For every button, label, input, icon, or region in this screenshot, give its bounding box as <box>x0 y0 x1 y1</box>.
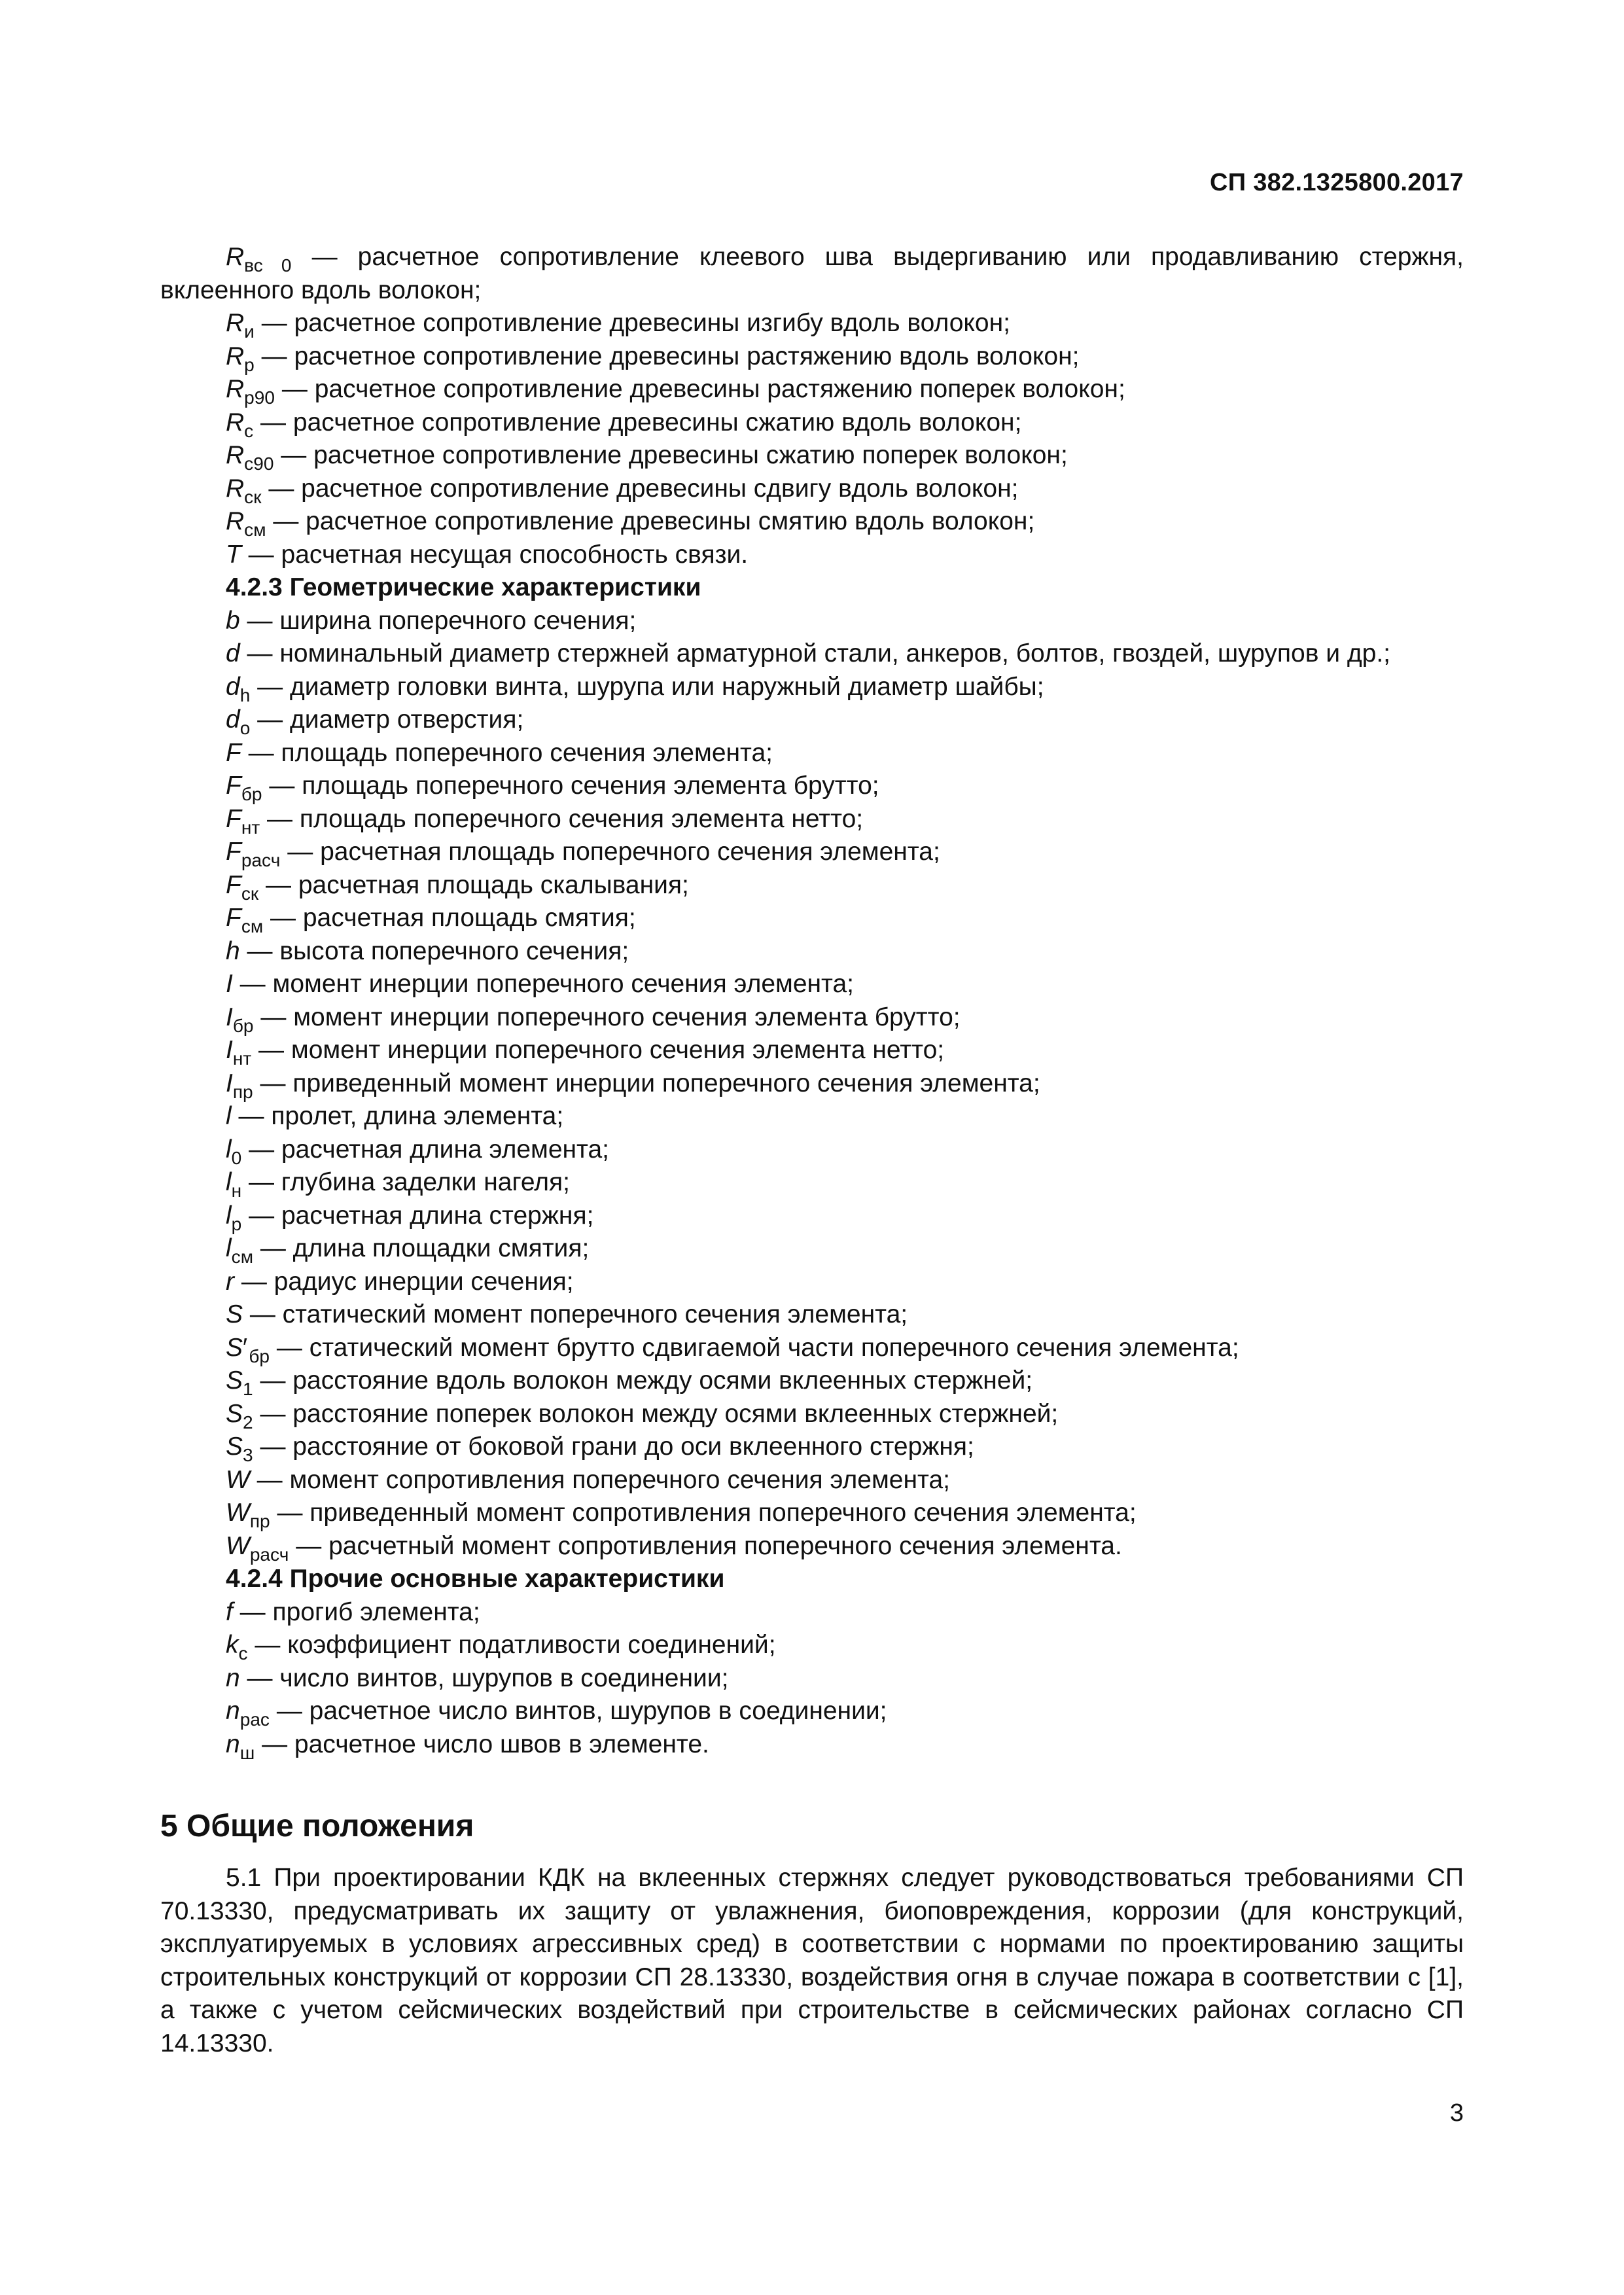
definition-item <box>160 472 1464 506</box>
heading-other-characteristics: 4.2.4 Прочие основные характеристики <box>226 1565 725 1593</box>
definition-text: — высота поперечного сечения; <box>239 936 629 965</box>
definition-item <box>160 1166 1464 1200</box>
definition-text: — пролет, длина элемента; <box>231 1102 564 1130</box>
symbol-subscript: см <box>244 519 266 540</box>
symbol: S <box>226 1366 243 1395</box>
symbol-subscript: нт <box>241 817 260 838</box>
definition-text: — расчетная несущая способность связи. <box>241 540 749 569</box>
definition-item <box>160 968 1464 1001</box>
heading-geometric-characteristics: 4.2.3 Геометрические характеристики <box>226 573 701 601</box>
symbol: F <box>226 838 241 866</box>
symbol: n <box>226 1730 240 1758</box>
definition-text: — расчетная площадь смятия; <box>263 904 636 932</box>
definition-item <box>160 373 1464 406</box>
symbol-subscript: расч <box>241 849 281 870</box>
symbol-subscript: вс 0 <box>244 255 292 276</box>
definition-text: — прогиб элемента; <box>232 1597 480 1626</box>
symbol: S <box>226 1432 243 1461</box>
definition-item <box>160 539 1464 572</box>
symbol-subscript: с90 <box>244 453 274 474</box>
definition-text: — момент инерции поперечного сечения элемента нетто; <box>251 1036 945 1064</box>
symbol: f <box>226 1597 233 1626</box>
symbol: S <box>226 1399 243 1428</box>
symbol-subscript: см <box>231 1246 254 1267</box>
symbol-subscript: расч <box>249 1544 289 1565</box>
definition-text: — расчетный момент сопротивления поперечного сечения элемента. <box>289 1531 1122 1560</box>
symbol: R <box>226 375 245 403</box>
definition-item <box>160 1332 1464 1365</box>
symbol-subscript: ск <box>244 486 262 507</box>
symbol-subscript: бр <box>241 783 262 804</box>
definition-text: — расчетное сопротивление клеевого шва выдергиванию или продавливанию стержня, вклеенного вдоль волокон; <box>160 243 1464 304</box>
symbol-subscript: р <box>244 354 255 375</box>
definition-item <box>160 1100 1464 1133</box>
definition-text: — расчетное сопротивление древесины растяжению поперек волокон; <box>275 375 1125 403</box>
definition-item <box>160 1728 1464 1762</box>
symbol-subscript: 1 <box>243 1378 253 1399</box>
definition-item <box>160 1596 1464 1629</box>
symbol: n <box>226 1697 240 1725</box>
symbol-subscript: пр <box>232 1081 253 1102</box>
section-title: 5 Общие положения <box>160 1809 474 1843</box>
symbol-subscript: ск <box>241 883 259 904</box>
symbol: I <box>226 1003 233 1031</box>
definition-item <box>160 340 1464 374</box>
symbol: l <box>226 1168 232 1196</box>
symbol-prime: ′ <box>241 1333 247 1362</box>
definition-item <box>160 1364 1464 1398</box>
definition-text: — радиус инерции сечения; <box>234 1267 574 1296</box>
symbol: R <box>226 507 245 535</box>
symbol-subscript: р90 <box>244 387 275 408</box>
symbol-subscript: с <box>244 420 254 441</box>
definition-item <box>160 505 1464 539</box>
definition-text: — глубина заделки нагеля; <box>241 1168 570 1196</box>
symbol: l <box>226 1234 232 1262</box>
definition-text: — расчетная длина стержня; <box>241 1201 594 1230</box>
symbol-subscript: и <box>244 321 255 342</box>
symbol: F <box>226 738 241 767</box>
symbol: S <box>226 1300 243 1328</box>
definition-text: — площадь поперечного сечения элемента нетто; <box>260 804 864 833</box>
definition-item <box>160 902 1464 935</box>
definition-text: — приведенный момент инерции поперечного сечения элемента; <box>253 1069 1040 1097</box>
symbol: S <box>226 1333 243 1362</box>
symbol-subscript: бр <box>232 1015 254 1036</box>
symbol: l <box>226 1102 232 1130</box>
definition-item <box>160 605 1464 638</box>
symbol: F <box>226 804 241 833</box>
definition-item <box>160 1629 1464 1662</box>
definition-text: — статический момент брутто сдвигаемой части поперечного сечения элемента; <box>270 1333 1239 1362</box>
definition-text: — расчетное сопротивление древесины сжатию вдоль волокон; <box>253 408 1022 436</box>
definition-text: — расчетное число винтов, шурупов в соединении; <box>269 1697 887 1725</box>
definition-item <box>160 1001 1464 1035</box>
symbol-subscript: нт <box>232 1048 252 1069</box>
definition-text: — расчетная площадь скалывания; <box>258 870 689 899</box>
symbol-subscript: ш <box>239 1742 255 1763</box>
definitions-strength <box>160 241 1464 571</box>
definition-item <box>160 1431 1464 1464</box>
symbol: R <box>226 342 245 370</box>
definition-item <box>160 671 1464 704</box>
definition-item <box>160 637 1464 671</box>
definition-text: — расчетное число швов в элементе. <box>255 1730 709 1758</box>
section-paragraph: 5.1 При проектировании КДК на вклеенных стержнях следует руководствоваться требованиями СП 70.13330, предусматривать их защиту от увлажнения, биоповреждения, коррозии (для конструкций, эксплуатируемых в условиях агрессивных сред) в соответствии с нормами по проектированию защиты строительных конструкций от коррозии СП 28.13330, воздействия огня в случае пожара в соответствии с [1], а также с учетом сейсмических воздействий при строительстве в сейсмических районах согласно СП 14.13330. <box>160 1864 1464 2057</box>
definition-text: — число винтов, шурупов в соединении; <box>239 1663 729 1692</box>
symbol-subscript: пр <box>249 1510 270 1531</box>
symbol-subscript: 0 <box>231 1147 242 1168</box>
definition-item <box>160 406 1464 440</box>
definitions-other <box>160 1596 1464 1762</box>
definition-text: — расстояние вдоль волокон между осями вклеенных стержней; <box>253 1366 1033 1395</box>
symbol: r <box>226 1267 234 1296</box>
definition-item <box>160 737 1464 770</box>
symbol: d <box>226 705 240 734</box>
symbol-subscript: 2 <box>243 1412 253 1432</box>
definition-item <box>160 836 1464 869</box>
symbol: R <box>226 408 245 436</box>
page-content <box>160 241 1464 2060</box>
definition-item <box>160 803 1464 836</box>
definition-text: — ширина поперечного сечения; <box>239 606 637 635</box>
definition-text: — расчетное сопротивление древесины изгибу вдоль волокон; <box>254 309 1010 337</box>
definition-item <box>160 1662 1464 1696</box>
symbol: d <box>226 639 240 667</box>
symbol-subscript: рас <box>239 1709 270 1730</box>
definition-text: — расчетная площадь поперечного сечения элемента; <box>280 838 940 866</box>
symbol: I <box>226 1069 233 1097</box>
definition-text: — момент инерции поперечного сечения элемента; <box>232 970 855 998</box>
definition-item <box>160 1067 1464 1101</box>
symbol-subscript: h <box>239 685 251 705</box>
symbol: R <box>226 309 245 337</box>
definition-text: — расчетное сопротивление древесины растяжению вдоль волокон; <box>254 342 1080 370</box>
definition-item <box>160 869 1464 902</box>
definition-item <box>160 1034 1464 1067</box>
symbol: W <box>226 1465 250 1494</box>
definition-text: — расчетная длина элемента; <box>241 1135 610 1164</box>
definition-item <box>160 1200 1464 1233</box>
definition-item <box>160 241 1464 307</box>
symbol: F <box>226 904 241 932</box>
definition-item <box>160 770 1464 803</box>
symbol: R <box>226 474 245 503</box>
symbol: b <box>226 606 240 635</box>
definition-text: — момент инерции поперечного сечения элемента брутто; <box>253 1003 961 1031</box>
symbol: F <box>226 772 241 800</box>
definition-item <box>160 703 1464 737</box>
definition-text: — коэффициент податливости соединений; <box>247 1631 776 1659</box>
symbol: n <box>226 1663 240 1692</box>
symbol: R <box>226 243 245 271</box>
symbol: F <box>226 870 241 899</box>
definition-text: — номинальный диаметр стержней арматурной стали, анкеров, болтов, гвоздей, шурупов и др.; <box>239 639 1391 667</box>
definition-text: — расчетное сопротивление древесины смятию вдоль волокон; <box>266 507 1035 535</box>
definition-item <box>160 1232 1464 1266</box>
symbol: l <box>226 1201 232 1230</box>
definition-text: — расстояние поперек волокон между осями вклеенных стержней; <box>253 1399 1059 1428</box>
symbol: I <box>226 970 233 998</box>
definition-item <box>160 1497 1464 1530</box>
symbol: h <box>226 936 240 965</box>
definition-text: — диаметр головки винта, шурупа или наружный диаметр шайбы; <box>250 672 1044 701</box>
definition-item <box>160 1133 1464 1167</box>
symbol: R <box>226 441 245 469</box>
definition-item <box>160 1695 1464 1728</box>
definition-item <box>160 935 1464 969</box>
definition-text: — статический момент поперечного сечения элемента; <box>243 1300 908 1328</box>
symbol: W <box>226 1499 250 1527</box>
definition-item <box>160 1266 1464 1299</box>
symbol-subscript: 3 <box>243 1444 253 1465</box>
definition-text: — площадь поперечного сечения элемента брутто; <box>262 772 879 800</box>
symbol: k <box>226 1631 239 1659</box>
definition-text: — диаметр отверстия; <box>250 705 524 734</box>
definition-item <box>160 1464 1464 1497</box>
definition-text: — расчетное сопротивление древесины сжатию поперек волокон; <box>274 441 1068 469</box>
definition-item <box>160 1530 1464 1563</box>
definitions-geometric <box>160 605 1464 1563</box>
symbol: W <box>226 1531 250 1560</box>
definition-item <box>160 1298 1464 1332</box>
symbol: l <box>226 1135 232 1164</box>
page-number: 3 <box>1449 2099 1464 2127</box>
symbol: I <box>226 1036 233 1064</box>
definition-item <box>160 1398 1464 1431</box>
definition-item <box>160 307 1464 340</box>
definition-text: — длина площадки смятия; <box>253 1234 590 1262</box>
symbol: T <box>226 540 241 569</box>
symbol-subscript: с <box>238 1643 248 1663</box>
definition-text: — площадь поперечного сечения элемента; <box>241 738 773 767</box>
definition-text: — расчетное сопротивление древесины сдвигу вдоль волокон; <box>261 474 1019 503</box>
definition-text: — расстояние от боковой грани до оси вклеенного стержня; <box>253 1432 974 1461</box>
document-code: СП 382.1325800.2017 <box>1209 169 1464 196</box>
definition-item <box>160 439 1464 472</box>
symbol-subscript: о <box>239 717 251 738</box>
definition-text: — приведенный момент сопротивления поперечного сечения элемента; <box>270 1499 1137 1527</box>
symbol-subscript: р <box>231 1213 242 1234</box>
symbol-subscript: н <box>231 1180 242 1201</box>
symbol-subscript: бр <box>249 1345 270 1366</box>
symbol: d <box>226 672 240 701</box>
symbol-subscript: см <box>241 916 264 936</box>
definition-text: — момент сопротивления поперечного сечения элемента; <box>249 1465 950 1494</box>
